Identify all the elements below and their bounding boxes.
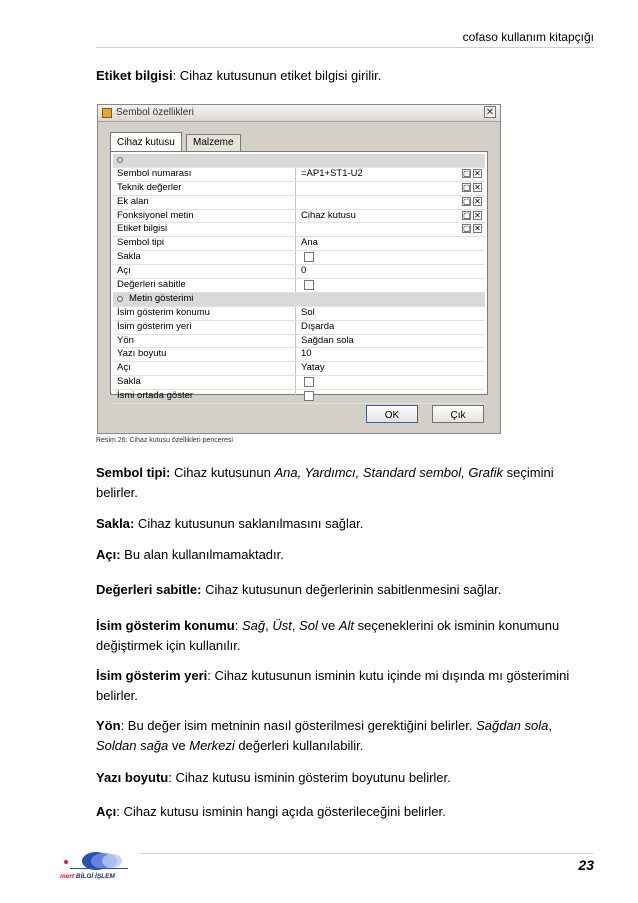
pin-icon[interactable]: [117, 157, 123, 163]
property-value[interactable]: 0: [301, 265, 307, 277]
column-separator: [295, 307, 296, 320]
logo-globe-icon: [60, 851, 130, 873]
column-separator: [295, 265, 296, 278]
column-separator: [295, 237, 296, 250]
property-value[interactable]: Ana: [301, 237, 318, 249]
column-separator: [295, 335, 296, 348]
property-group-header[interactable]: [113, 154, 485, 168]
logo-text-blue: BİLGİ İŞLEM: [74, 873, 115, 880]
property-name: Sembol tipi: [117, 237, 164, 249]
footer-divider: [138, 853, 594, 854]
logo-text: [60, 873, 115, 880]
property-row[interactable]: [113, 348, 485, 362]
property-name: Sakla: [117, 376, 141, 388]
property-name: Ek alan: [117, 195, 149, 207]
property-name: Metin gösterimi: [129, 292, 194, 304]
dialog-titlebar: [98, 105, 500, 122]
logo-text-red: mert: [60, 873, 75, 880]
column-separator: [295, 196, 296, 209]
clear-icon[interactable]: ✕: [474, 168, 481, 178]
property-name: Açı: [117, 265, 131, 277]
edit-icon[interactable]: ▢: [463, 168, 471, 178]
property-name: İsmi ortada göster: [117, 390, 194, 402]
column-separator: [295, 390, 296, 403]
property-name: Sembol numarası: [117, 167, 192, 179]
tab-malzeme[interactable]: Malzeme: [186, 134, 241, 151]
property-value[interactable]: Sol: [301, 306, 315, 318]
clear-icon[interactable]: ✕: [474, 196, 481, 206]
property-row[interactable]: [113, 182, 485, 196]
edit-icon[interactable]: ▢: [463, 224, 471, 234]
property-group-header[interactable]: [113, 293, 485, 307]
header-divider: [96, 47, 594, 48]
property-name: Yazı boyutu: [117, 348, 167, 360]
clear-icon[interactable]: ✕: [474, 224, 481, 234]
ok-button[interactable]: OK: [366, 405, 418, 423]
column-separator: [295, 348, 296, 361]
property-row[interactable]: [113, 168, 485, 182]
description-paragraph: Sembol tipi: Cihaz kutusunun Ana, Yardımcı, Standard sembol, Grafik seçimini belirler.: [96, 465, 554, 500]
property-checkbox[interactable]: [304, 280, 314, 290]
edit-icon[interactable]: ▢: [463, 196, 471, 206]
property-grid: [113, 154, 485, 404]
description-paragraph: Açı: Bu alan kullanılmamaktadır.: [96, 547, 284, 562]
description-paragraph: Sakla: Cihaz kutusunun saklanılmasını sağlar.: [96, 516, 364, 531]
property-name: Etiket bilgisi: [117, 223, 168, 235]
clear-icon[interactable]: ✕: [474, 210, 481, 220]
close-icon[interactable]: ✕: [485, 107, 495, 118]
property-row[interactable]: [113, 196, 485, 210]
column-separator: [295, 210, 296, 223]
column-separator: [295, 182, 296, 195]
cancel-button[interactable]: Çık: [432, 405, 484, 423]
property-row[interactable]: [113, 321, 485, 335]
property-name: İsim gösterim konumu: [117, 306, 210, 318]
property-row[interactable]: [113, 223, 485, 237]
property-value[interactable]: Cihaz kutusu: [301, 209, 356, 221]
description-paragraph: Yön: Bu değer isim metninin nasıl gösterilmesi gerektiğini belirler. Sağdan sola, Soldan sağa ve Merkezi değerleri kullanılabilir.: [96, 718, 552, 753]
property-name: Teknik değerler: [117, 181, 182, 193]
property-row[interactable]: [113, 390, 485, 404]
page-number: 23: [578, 857, 594, 873]
property-row[interactable]: [113, 307, 485, 321]
property-row[interactable]: [113, 376, 485, 390]
column-separator: [295, 279, 296, 292]
property-name: Yön: [117, 334, 134, 346]
property-name: Değerleri sabitle: [117, 279, 186, 291]
property-value[interactable]: Sağdan sola: [301, 334, 354, 346]
property-value[interactable]: =AP1+ST1-U2: [301, 167, 363, 179]
property-value[interactable]: Yatay: [301, 362, 325, 374]
property-name: Açı: [117, 362, 131, 374]
description-paragraph: Değerleri sabitle: Cihaz kutusunun değerlerinin sabitlenmesini sağlar.: [96, 582, 502, 597]
column-separator: [295, 168, 296, 181]
property-checkbox[interactable]: [304, 377, 314, 387]
property-row[interactable]: [113, 265, 485, 279]
property-panel: [110, 151, 488, 402]
intro-term: Etiket bilgisi: [96, 68, 173, 83]
property-value[interactable]: Dışarda: [301, 320, 335, 332]
pin-icon[interactable]: [117, 296, 123, 302]
column-separator: [295, 251, 296, 264]
company-logo: [60, 851, 130, 883]
clear-icon[interactable]: ✕: [474, 182, 481, 192]
property-checkbox[interactable]: [304, 391, 314, 401]
property-name: Sakla: [117, 251, 141, 263]
page-header: [0, 0, 638, 50]
property-checkbox[interactable]: [304, 252, 314, 262]
column-separator: [295, 376, 296, 389]
column-separator: [295, 321, 296, 334]
property-row[interactable]: [113, 237, 485, 251]
dialog-title: Sembol özellikleri: [116, 107, 194, 118]
intro-paragraph: [96, 66, 596, 86]
description-paragraph: Yazı boyutu: Cihaz kutusu isminin gösterim boyutunu belirler.: [96, 770, 451, 785]
property-name: Fonksiyonel metin: [117, 209, 194, 221]
property-row[interactable]: [113, 279, 485, 293]
property-row[interactable]: [113, 335, 485, 349]
property-row[interactable]: [113, 251, 485, 265]
figure-caption: Resim 26: Cihaz kutusu özellikleri penceresi: [96, 437, 233, 444]
property-row[interactable]: [113, 362, 485, 376]
header-title: cofaso kullanım kitapçığı: [462, 30, 594, 44]
column-separator: [295, 362, 296, 375]
description-paragraph: İsim gösterim yeri: Cihaz kutusunun isminin kutu içinde mi dışında mı gösterimini belirler.: [96, 668, 570, 703]
tab-cihaz-kutusu[interactable]: Cihaz kutusu: [110, 132, 182, 152]
symbol-properties-dialog: [97, 104, 501, 434]
column-separator: [295, 223, 296, 236]
description-paragraph: İsim gösterim konumu: Sağ, Üst, Sol ve Alt seçeneklerini ok isminin konumunu değiştirmek için kullanılır.: [96, 618, 560, 653]
app-icon: [102, 108, 112, 118]
description-paragraph: Açı: Cihaz kutusu isminin hangi açıda gösterileceğini belirler.: [96, 804, 446, 819]
property-value[interactable]: 10: [301, 348, 312, 360]
property-row[interactable]: [113, 210, 485, 224]
property-name: İsim gösterim yeri: [117, 320, 192, 332]
edit-icon[interactable]: ▢: [463, 210, 471, 220]
edit-icon[interactable]: ▢: [463, 182, 471, 192]
intro-text: : Cihaz kutusunun etiket bilgisi girilir.: [172, 68, 382, 83]
